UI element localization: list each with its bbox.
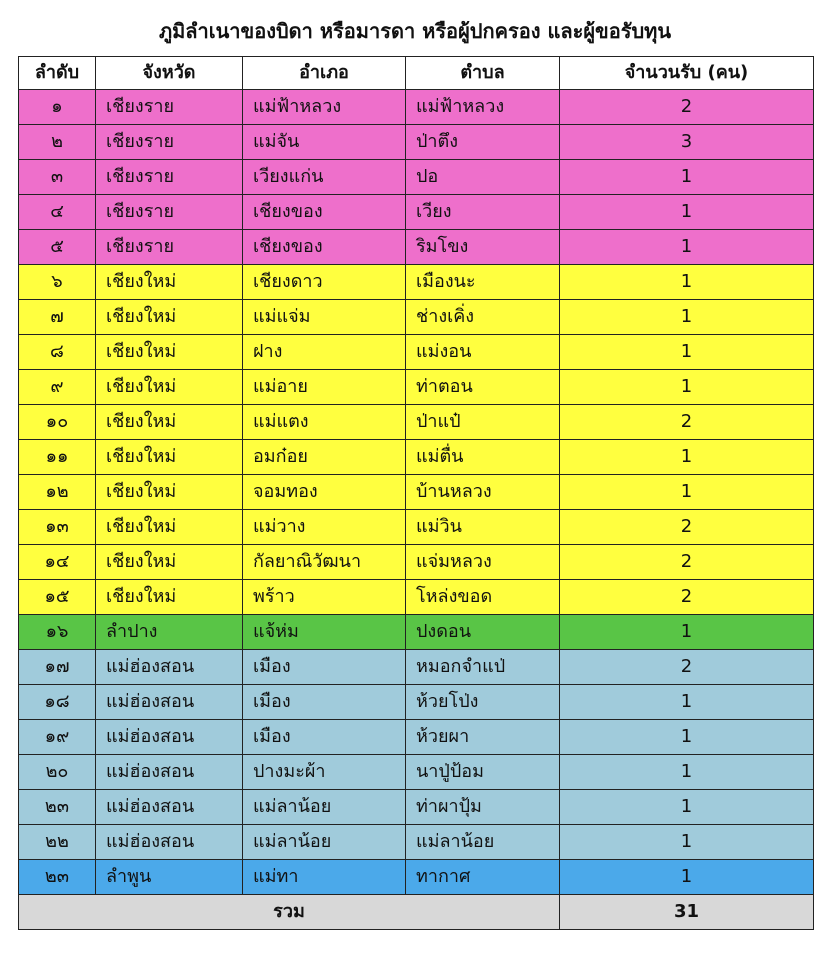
- cell-district: แม่แตง: [243, 405, 406, 440]
- header-district: อำเภอ: [243, 57, 406, 90]
- header-row: [19, 57, 814, 90]
- cell-count: 2: [560, 545, 814, 580]
- cell-count: 2: [560, 650, 814, 685]
- cell-district: พร้าว: [243, 580, 406, 615]
- table-row: [19, 125, 814, 160]
- cell-subdistrict: ป่าตึง: [406, 125, 560, 160]
- cell-district: แม่อาย: [243, 370, 406, 405]
- cell-province: เชียงราย: [96, 230, 243, 265]
- cell-subdistrict: ริมโขง: [406, 230, 560, 265]
- cell-district: เมือง: [243, 720, 406, 755]
- table-row: [19, 195, 814, 230]
- cell-subdistrict: แจ่มหลวง: [406, 545, 560, 580]
- cell-province: ลำพูน: [96, 860, 243, 895]
- cell-province: แม่ฮ่องสอน: [96, 755, 243, 790]
- cell-district: ปางมะผ้า: [243, 755, 406, 790]
- cell-district: อมก๋อย: [243, 440, 406, 475]
- cell-count: 2: [560, 405, 814, 440]
- cell-order: ๘: [19, 335, 96, 370]
- cell-district: เมือง: [243, 650, 406, 685]
- table-row: [19, 265, 814, 300]
- cell-subdistrict: เวียง: [406, 195, 560, 230]
- table-row: [19, 475, 814, 510]
- cell-count: 2: [560, 580, 814, 615]
- cell-province: เชียงใหม่: [96, 335, 243, 370]
- table-row: [19, 685, 814, 720]
- cell-subdistrict: แม่ฟ้าหลวง: [406, 90, 560, 125]
- cell-district: แม่ทา: [243, 860, 406, 895]
- cell-subdistrict: ท่าผาปุ้ม: [406, 790, 560, 825]
- cell-order: ๔: [19, 195, 96, 230]
- header-province: จังหวัด: [96, 57, 243, 90]
- cell-order: ๗: [19, 300, 96, 335]
- cell-subdistrict: แม่ตื่น: [406, 440, 560, 475]
- cell-order: ๑๓: [19, 510, 96, 545]
- cell-district: แม่ฟ้าหลวง: [243, 90, 406, 125]
- cell-count: 1: [560, 860, 814, 895]
- cell-order: ๓: [19, 160, 96, 195]
- total-row: [19, 895, 814, 930]
- cell-subdistrict: โหล่งขอด: [406, 580, 560, 615]
- cell-subdistrict: เมืองนะ: [406, 265, 560, 300]
- cell-subdistrict: บ้านหลวง: [406, 475, 560, 510]
- cell-province: เชียงใหม่: [96, 370, 243, 405]
- table-row: [19, 580, 814, 615]
- cell-district: จอมทอง: [243, 475, 406, 510]
- cell-district: ฝาง: [243, 335, 406, 370]
- cell-count: 1: [560, 720, 814, 755]
- cell-province: เชียงใหม่: [96, 405, 243, 440]
- cell-order: ๖: [19, 265, 96, 300]
- cell-province: เชียงราย: [96, 125, 243, 160]
- cell-subdistrict: ปงดอน: [406, 615, 560, 650]
- cell-district: เชียงของ: [243, 230, 406, 265]
- table-row: [19, 300, 814, 335]
- cell-province: เชียงราย: [96, 160, 243, 195]
- cell-province: เชียงใหม่: [96, 510, 243, 545]
- table-row: [19, 790, 814, 825]
- cell-order: ๑๔: [19, 545, 96, 580]
- cell-district: แม่ลาน้อย: [243, 825, 406, 860]
- table-row: [19, 615, 814, 650]
- cell-province: แม่ฮ่องสอน: [96, 825, 243, 860]
- cell-order: ๕: [19, 230, 96, 265]
- total-label: รวม: [19, 895, 560, 930]
- cell-district: เวียงแก่น: [243, 160, 406, 195]
- cell-count: 1: [560, 825, 814, 860]
- cell-province: ลำปาง: [96, 615, 243, 650]
- table-row: [19, 510, 814, 545]
- cell-order: ๑๑: [19, 440, 96, 475]
- cell-count: 1: [560, 370, 814, 405]
- cell-subdistrict: แม่งอน: [406, 335, 560, 370]
- table-row: [19, 755, 814, 790]
- cell-count: 1: [560, 335, 814, 370]
- header-count: จำนวนรับ (คน): [560, 57, 814, 90]
- cell-district: แจ้ห่ม: [243, 615, 406, 650]
- cell-province: แม่ฮ่องสอน: [96, 790, 243, 825]
- cell-province: เชียงใหม่: [96, 580, 243, 615]
- cell-subdistrict: ห้วยโป่ง: [406, 685, 560, 720]
- cell-subdistrict: ป่าแป๋: [406, 405, 560, 440]
- cell-order: ๑๖: [19, 615, 96, 650]
- cell-count: 1: [560, 790, 814, 825]
- table-row: [19, 405, 814, 440]
- cell-count: 1: [560, 265, 814, 300]
- table-row: [19, 650, 814, 685]
- table-row: [19, 90, 814, 125]
- cell-district: แม่ลาน้อย: [243, 790, 406, 825]
- cell-order: ๑๗: [19, 650, 96, 685]
- total-value: 31: [560, 895, 814, 930]
- cell-subdistrict: ทากาศ: [406, 860, 560, 895]
- cell-count: 1: [560, 475, 814, 510]
- cell-order: ๒๒: [19, 825, 96, 860]
- cell-district: เมือง: [243, 685, 406, 720]
- cell-district: กัลยาณิวัฒนา: [243, 545, 406, 580]
- cell-subdistrict: ห้วยผา: [406, 720, 560, 755]
- cell-count: 2: [560, 90, 814, 125]
- cell-district: แม่วาง: [243, 510, 406, 545]
- cell-count: 1: [560, 440, 814, 475]
- cell-subdistrict: หมอกจำแป่: [406, 650, 560, 685]
- cell-province: เชียงราย: [96, 195, 243, 230]
- cell-count: 1: [560, 685, 814, 720]
- cell-order: ๑: [19, 90, 96, 125]
- cell-order: ๒๐: [19, 755, 96, 790]
- cell-count: 1: [560, 160, 814, 195]
- table-row: [19, 720, 814, 755]
- cell-subdistrict: แม่ลาน้อย: [406, 825, 560, 860]
- hometown-table: [18, 56, 814, 930]
- header-order: ลำดับ: [19, 57, 96, 90]
- cell-subdistrict: นาปู่ป้อม: [406, 755, 560, 790]
- cell-district: แม่แจ่ม: [243, 300, 406, 335]
- cell-province: แม่ฮ่องสอน: [96, 685, 243, 720]
- cell-count: 1: [560, 615, 814, 650]
- cell-order: ๑๘: [19, 685, 96, 720]
- cell-count: 1: [560, 300, 814, 335]
- cell-subdistrict: ปอ: [406, 160, 560, 195]
- cell-order: ๑๐: [19, 405, 96, 440]
- cell-province: แม่ฮ่องสอน: [96, 720, 243, 755]
- cell-province: เชียงใหม่: [96, 475, 243, 510]
- cell-district: เชียงของ: [243, 195, 406, 230]
- table-row: [19, 440, 814, 475]
- cell-province: แม่ฮ่องสอน: [96, 650, 243, 685]
- cell-subdistrict: ช่างเคิ่ง: [406, 300, 560, 335]
- cell-order: ๑๕: [19, 580, 96, 615]
- cell-count: 1: [560, 230, 814, 265]
- cell-province: เชียงใหม่: [96, 545, 243, 580]
- cell-district: เชียงดาว: [243, 265, 406, 300]
- cell-district: แม่จัน: [243, 125, 406, 160]
- cell-province: เชียงใหม่: [96, 440, 243, 475]
- cell-province: เชียงใหม่: [96, 300, 243, 335]
- cell-order: ๒๓: [19, 790, 96, 825]
- cell-order: ๑๒: [19, 475, 96, 510]
- table-row: [19, 860, 814, 895]
- cell-order: ๒: [19, 125, 96, 160]
- table-row: [19, 335, 814, 370]
- table-row: [19, 545, 814, 580]
- cell-count: 2: [560, 510, 814, 545]
- table-row: [19, 230, 814, 265]
- table-row: [19, 825, 814, 860]
- cell-subdistrict: แม่วิน: [406, 510, 560, 545]
- cell-order: ๙: [19, 370, 96, 405]
- cell-subdistrict: ท่าตอน: [406, 370, 560, 405]
- cell-province: เชียงราย: [96, 90, 243, 125]
- cell-order: ๑๙: [19, 720, 96, 755]
- cell-province: เชียงใหม่: [96, 265, 243, 300]
- table-row: [19, 370, 814, 405]
- page-title: ภูมิลำเนาของบิดา หรือมารดา หรือผู้ปกครอง และผู้ขอรับทุน: [158, 19, 672, 43]
- cell-count: 1: [560, 755, 814, 790]
- cell-count: 3: [560, 125, 814, 160]
- header-subdistrict: ตำบล: [406, 57, 560, 90]
- cell-order: ๒๓: [19, 860, 96, 895]
- cell-count: 1: [560, 195, 814, 230]
- table-row: [19, 160, 814, 195]
